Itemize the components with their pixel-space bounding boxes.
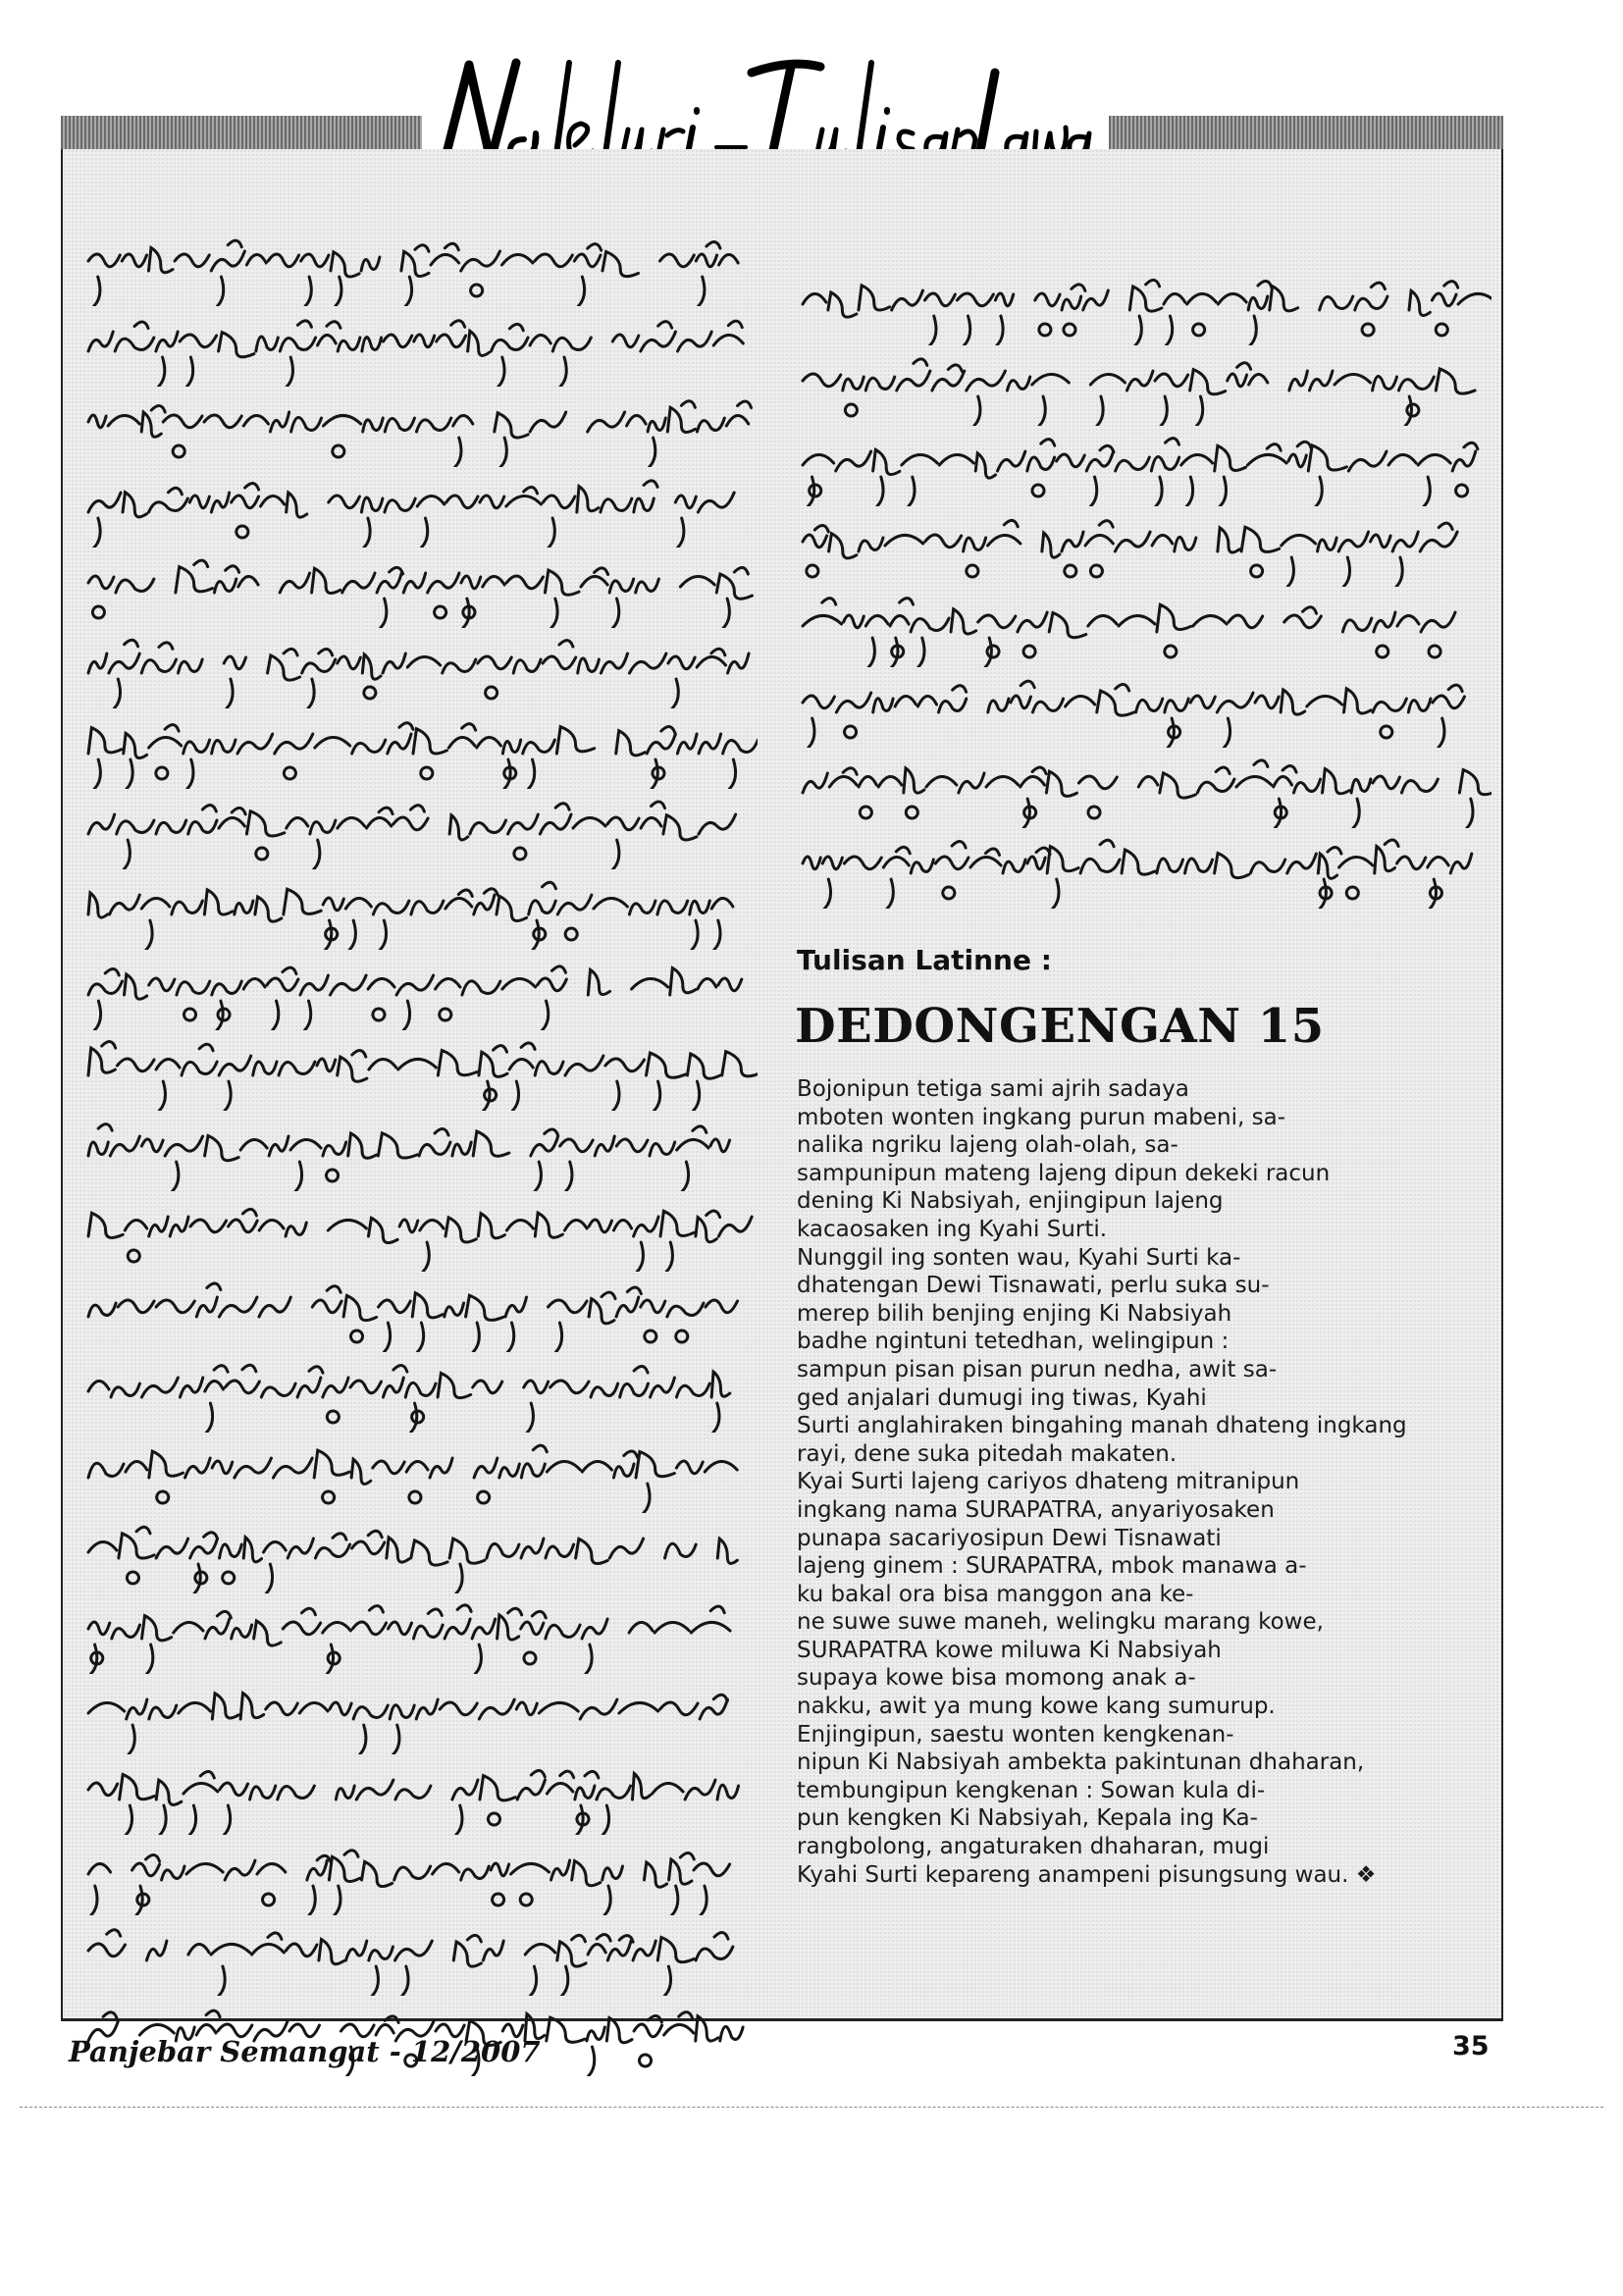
javanese-script-line	[80, 1030, 758, 1111]
story-line: pun kengken Ki Nabsiyah, Kepala ing Ka-	[797, 1805, 1258, 1832]
javanese-script-line	[80, 1915, 758, 1996]
javanese-script-line	[795, 748, 1492, 828]
javanese-script-line	[80, 708, 758, 789]
story-line: dening Ki Nabsiyah, enjingipun lajeng	[797, 1188, 1224, 1215]
story-line: nipun Ki Nabsiyah ambekta pakintunan dhaharan,	[797, 1749, 1365, 1776]
javanese-script-line	[80, 1835, 758, 1915]
javanese-script-line	[80, 1272, 758, 1352]
javanese-script-line	[80, 869, 758, 950]
story-line: ingkang nama SURAPATRA, anyariyosaken	[797, 1496, 1275, 1523]
story-line: SURAPATRA kowe miluwa Ki Nabsiyah	[797, 1637, 1222, 1663]
story-line: ku bakal ora bisa manggon ana ke-	[797, 1581, 1194, 1607]
story-title: DEDONGENGAN 15	[795, 999, 1325, 1054]
scan-edge-rule	[20, 2107, 1603, 2108]
story-line: Enjingipun, saestu wonten kengkenan-	[797, 1721, 1234, 1748]
javanese-script-line	[80, 1754, 758, 1835]
footer-magazine-name: Panjebar Semangat - 12/2007	[69, 2035, 541, 2068]
javanese-script-line	[80, 1433, 758, 1513]
story-line: dhatengan Dewi Tisnawati, perlu suka su-	[797, 1273, 1270, 1299]
latin-section-heading: Tulisan Latinne :	[797, 944, 1052, 976]
story-line: nakku, awit ya mung kowe kang sumurup.	[797, 1694, 1276, 1720]
javanese-script-line	[80, 1111, 758, 1191]
story-line: tembungipun kengkenan : Sowan kula di-	[797, 1777, 1266, 1803]
story-line: ne suwe suwe maneh, welingku marang kowe,	[797, 1609, 1324, 1636]
javanese-script-line	[795, 345, 1492, 426]
story-line: rayi, dene suka pitedah makaten.	[797, 1440, 1178, 1467]
story-line: ged anjalari dumugi ing tiwas, Kyahi	[797, 1384, 1207, 1411]
javanese-script-line	[795, 667, 1492, 748]
javanese-script-line	[80, 1593, 758, 1674]
javanese-script-line	[795, 426, 1492, 506]
javanese-script-line	[80, 789, 758, 869]
story-line: Surti anglahiraken bingahing manah dhateng ingkang	[797, 1413, 1407, 1439]
story-line: nalika ngriku lajeng olah-olah, sa-	[797, 1132, 1178, 1159]
story-line: lajeng ginem : SURAPATRA, mbok manawa a-	[797, 1553, 1307, 1580]
javanese-script-line	[80, 1674, 758, 1754]
javanese-script-line	[795, 506, 1492, 587]
story-line: kacaosaken ing Kyahi Surti.	[797, 1216, 1108, 1242]
javanese-script-line	[795, 265, 1492, 345]
story-line: merep bilih benjing enjing Ki Nabsiyah	[797, 1300, 1232, 1327]
javanese-script-line	[80, 387, 758, 467]
javanese-script-line	[795, 828, 1492, 909]
javanese-script-line	[80, 1191, 758, 1272]
story-line: sampunipun mateng lajeng dipun dekeki racun	[797, 1160, 1331, 1186]
story-line: Kyai Surti lajeng cariyos dhateng mitranipun	[797, 1469, 1300, 1495]
story-body	[797, 1075, 1484, 1889]
javanese-script-column-left	[80, 226, 758, 2076]
javanese-script-line	[80, 1513, 758, 1593]
javanese-script-line	[795, 587, 1492, 667]
javanese-script-line	[80, 628, 758, 708]
javanese-script-line	[80, 467, 758, 548]
javanese-script-line	[80, 226, 758, 306]
story-line: supaya kowe bisa momong anak a-	[797, 1665, 1196, 1692]
footer-page-number: 35	[1452, 2031, 1490, 2061]
story-line: sampun pisan pisan purun nedha, awit sa-	[797, 1356, 1278, 1383]
javanese-script-line	[80, 1352, 758, 1433]
story-line: rangbolong, angaturaken dhaharan, mugi	[797, 1834, 1270, 1860]
story-line: Kyahi Surti kepareng anampeni pisungsung wau. ❖	[797, 1861, 1377, 1888]
story-line: Bojonipun tetiga sami ajrih sadaya	[797, 1076, 1189, 1102]
javanese-script-column-right	[795, 265, 1492, 909]
story-line: Nunggil ing sonten wau, Kyahi Surti ka-	[797, 1244, 1241, 1271]
javanese-script-line	[80, 306, 758, 387]
javanese-script-line	[80, 950, 758, 1030]
story-line: badhe ngintuni tetedhan, welingipun :	[797, 1329, 1230, 1355]
javanese-script-line	[80, 548, 758, 628]
story-line: mboten wonten ingkang purun mabeni, sa-	[797, 1104, 1286, 1130]
story-line: punapa sacariyosipun Dewi Tisnawati	[797, 1525, 1222, 1551]
